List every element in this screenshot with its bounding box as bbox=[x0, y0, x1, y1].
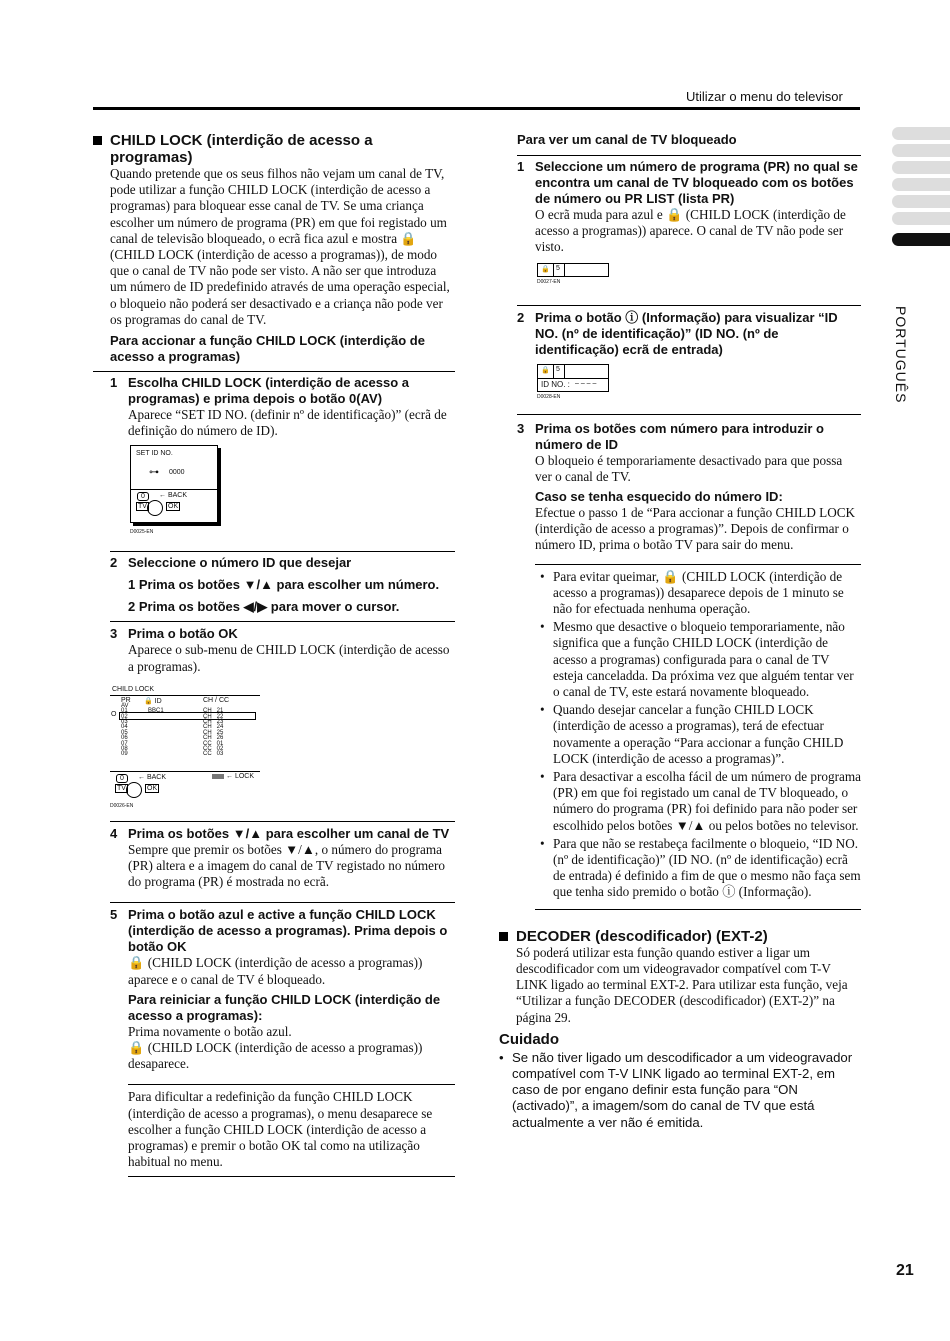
step-2a: 1 Prima os botões ▼/▲ para escolher um número. bbox=[128, 577, 440, 593]
lock-icon: 🔒 bbox=[541, 366, 550, 374]
decoder-text: Só poderá utilizar esta função quando estiver a ligar um descodificador com um videogravador compatível com T-V LINK ligado ao terminal EXT-2. Para utilizar esta função, veja “Utilizar a função DECODER (descodificador) (EXT-2)” na página 29. bbox=[516, 944, 848, 1025]
child-lock-menu-figure: CHILD LOCK PR 🔒 ID CH / CC O AV 01 BBC1 CH 21 02 CH 22 03 CH 23 04 CH 24 05 CH 25 06 CH 26 07 CC 01 08 CC 02 09 CC 03 0 ← BACK ← LOCK TV OK D0026-EN bbox=[110, 685, 455, 821]
step-3-text: Aparece o sub-menu de CHILD LOCK (interdição de acesso a programas). bbox=[128, 642, 450, 674]
dpad-icon bbox=[147, 500, 163, 516]
table-cell: CH 26 bbox=[203, 735, 224, 742]
section-tab bbox=[892, 178, 950, 191]
subheading: Para accionar a função CHILD LOCK (interdição de acesso a programas) bbox=[93, 333, 455, 372]
step-3: 3 Prima o botão OK bbox=[110, 626, 238, 642]
table-cell: CH 22 bbox=[203, 713, 224, 720]
table-cell: 01 bbox=[121, 708, 128, 715]
header-rule bbox=[93, 107, 860, 110]
step-5: 5 Prima o botão azul e active a função CHILD LOCK (interdição de acesso a programas). Prima depois o botão OK bbox=[110, 907, 448, 955]
section-tab bbox=[892, 144, 950, 157]
step-1: 1 Escolha CHILD LOCK (interdição de acesso a programas) e prima depois o botão 0(AV) bbox=[110, 375, 410, 407]
table-cell: CH 25 bbox=[203, 729, 224, 736]
locked-screen-figure: 🔒 5 D0027-EN bbox=[517, 263, 861, 305]
step-1-text: Aparece “SET ID NO. (definir nº de identificação)” (ecrã de definição do número de ID). bbox=[128, 407, 447, 439]
set-id-figure: SET ID NO. ⊶ 0000 0 ← BACK TV OK D0025-EN bbox=[110, 445, 455, 549]
subheading: Para ver um canal de TV bloqueado bbox=[517, 132, 861, 156]
step-5-text: 🔒 (CHILD LOCK (interdição de acesso a programas)) aparece e o canal de TV é bloqueado. bbox=[128, 955, 423, 987]
caution-list bbox=[499, 1050, 861, 1131]
step-3: 3 Prima os botões com número para introduzir o número de ID bbox=[517, 420, 824, 452]
list-item: • Se não tiver ligado um descodificador a um videogravador compatível com T-V LINK ligado ao terminal EXT-2, em caso de por engano definir esta função para “ON (activado)”, a imagem/som do canal de TV que está actualmente a ver não é emitida. bbox=[512, 1050, 861, 1131]
section-heading: CHILD LOCK (interdição de acesso a programas) bbox=[93, 132, 455, 166]
list-item: • Para evitar queimar, 🔒 (CHILD LOCK (interdição de acesso a programas)) desaparece depois de 1 minuto se não for efectuada nenhuma operação. bbox=[553, 569, 861, 618]
table-cell: 05 bbox=[121, 729, 128, 736]
table-cell: CC 01 bbox=[203, 740, 224, 747]
section-heading: DECODER (descodificador) (EXT-2) bbox=[499, 928, 861, 945]
left-column bbox=[93, 132, 455, 1177]
id-entry-figure: 🔒 5 ID NO. : – – – – D0028-EN bbox=[517, 364, 861, 414]
step-2: 2 Prima o botão ⓘ (Informação) para visualizar “ID NO. (nº de identificação)” (ID NO. (nº de identificação) ecrã de entrada) bbox=[517, 309, 838, 357]
right-column bbox=[499, 132, 861, 1133]
table-cell: AV bbox=[121, 702, 129, 709]
intro-text: Quando pretende que os seus filhos não vejam um canal de TV, pode utilizar a função CHILD LOCK (interdição de acesso a programas) para bloquear esse canal de TV. Se uma criança escolher um número de programa (PR) em que foi registado um canal de televisão bloqueado, o ecrã fica azul e mostra 🔒 (CHILD LOCK (interdição de acesso a programas)), de modo que o canal de TV não pode ser visto. A não ser que introduza um número de ID predefinido através de uma operação especial, o bloqueio não poderá ser desactivado e a criança não pode ver os programas do canal de TV. bbox=[110, 166, 450, 327]
forgot-heading: Caso se tenha esquecido do número ID: bbox=[535, 489, 783, 505]
table-cell: BBC1 bbox=[148, 708, 164, 715]
blue-button-icon bbox=[212, 774, 224, 779]
step-2: 2 Seleccione o número ID que desejar bbox=[110, 555, 352, 571]
caution-heading: Cuidado bbox=[499, 1030, 559, 1048]
page-number: 21 bbox=[896, 1262, 914, 1279]
section-tab bbox=[892, 195, 950, 208]
section-tab bbox=[892, 127, 950, 140]
table-cell: 04 bbox=[121, 724, 128, 731]
notes-list bbox=[535, 569, 861, 901]
dpad-icon bbox=[126, 782, 142, 798]
table-cell: 06 bbox=[121, 735, 128, 742]
table-cell: CH 24 bbox=[203, 724, 224, 731]
list-item: • Para que não se restabeça facilmente o bloqueio, “ID NO. (nº de identificação)” (ID NO. (nº de identificação) ecrã de entrada) é definido a fim de que o mesmo não faça sem que tenha sido premido o botão ⓘ (Informação). bbox=[553, 836, 861, 901]
reset-text-1: Prima novamente o botão azul. bbox=[128, 1023, 292, 1039]
step-1-text: O ecrã muda para azul e 🔒 (CHILD LOCK (interdição de acesso a programas)) aparece. O canal de TV não pode ser visto. bbox=[535, 207, 846, 255]
section-tab bbox=[892, 161, 950, 174]
table-cell: 03 bbox=[121, 719, 128, 726]
lock-icon: 🔒 bbox=[541, 265, 550, 273]
table-cell: 09 bbox=[121, 751, 128, 758]
language-label: PORTUGUÊS bbox=[893, 306, 909, 404]
list-item: • Mesmo que desactive o bloqueio temporariamente, não significa que a função CHILD LOCK (interdição de acesso a programas) configurada para o canal de TV esteja canceladda. Da próxima vez que alguém tentar ver o canal de TV, este estará novamente bloqueado. bbox=[553, 619, 861, 700]
section-tab-active bbox=[892, 233, 950, 246]
section-tab bbox=[892, 212, 950, 225]
note-text: Para dificultar a redefinição da função CHILD LOCK (interdição de acesso a programas), o menu desaparece se escolher a função CHILD LOCK (interdição de acesso a programas) e premir o botão OK tal como na utilização habitual no menu. bbox=[128, 1089, 433, 1170]
square-bullet-icon bbox=[499, 932, 508, 941]
reset-heading: Para reiniciar a função CHILD LOCK (interdição de acesso a programas): bbox=[128, 991, 441, 1023]
table-cell: CH 21 bbox=[203, 708, 224, 715]
running-header: Utilizar o menu do televisor bbox=[686, 89, 843, 104]
reset-text-2: 🔒 (CHILD LOCK (interdição de acesso a programas)) desaparece. bbox=[128, 1040, 423, 1072]
section-tabs bbox=[892, 127, 950, 250]
table-cell: CC 03 bbox=[203, 751, 224, 758]
step-4: 4 Prima os botões ▼/▲ para escolher um canal de TV bbox=[110, 825, 450, 841]
table-cell: CC 02 bbox=[203, 745, 224, 752]
table-cell: 08 bbox=[121, 745, 128, 752]
square-bullet-icon bbox=[93, 136, 102, 145]
list-item: • Para desactivar a escolha fácil de um número de programa (PR) em que foi registado um canal de TV bloqueado, o número do programa (PR) foi definido para não poder ser escolhido pelos botões ▼/▲ ou pelos botões no televisor. bbox=[553, 769, 861, 834]
table-cell: CH 23 bbox=[203, 719, 224, 726]
table-cell: 02 bbox=[121, 713, 128, 720]
list-item: • Quando desejar cancelar a função CHILD LOCK (interdição de acesso a programas), terá de efectuar novamente a operação “Para accionar a função CHILD LOCK (interdição de acesso a programas)”. bbox=[553, 702, 861, 767]
step-1: 1 Seleccione um número de programa (PR) no qual se encontra um canal de TV bloqueado com os botões de número ou PR LIST (lista PR) bbox=[517, 159, 858, 206]
key-icon: ⊶ bbox=[149, 467, 159, 479]
table-cell: 07 bbox=[121, 740, 128, 747]
step-3-text: O bloqueio é temporariamente desactivado para que possa ver o canal de TV. bbox=[535, 452, 843, 484]
step-4-text: Sempre que premir os botões ▼/▲, o número do programa (PR) altera e a imagem do canal de TV registado no número do programa (PR) é mostrada no ecrã. bbox=[128, 841, 446, 890]
forgot-text: Efectue o passo 1 de “Para accionar a função CHILD LOCK (interdição de acesso a programas)”. Depois de confirmar o número ID, prima o botão TV para sair do menu. bbox=[535, 505, 856, 553]
step-2b: 2 Prima os botões ◀/▶ para mover o cursor. bbox=[128, 599, 400, 615]
